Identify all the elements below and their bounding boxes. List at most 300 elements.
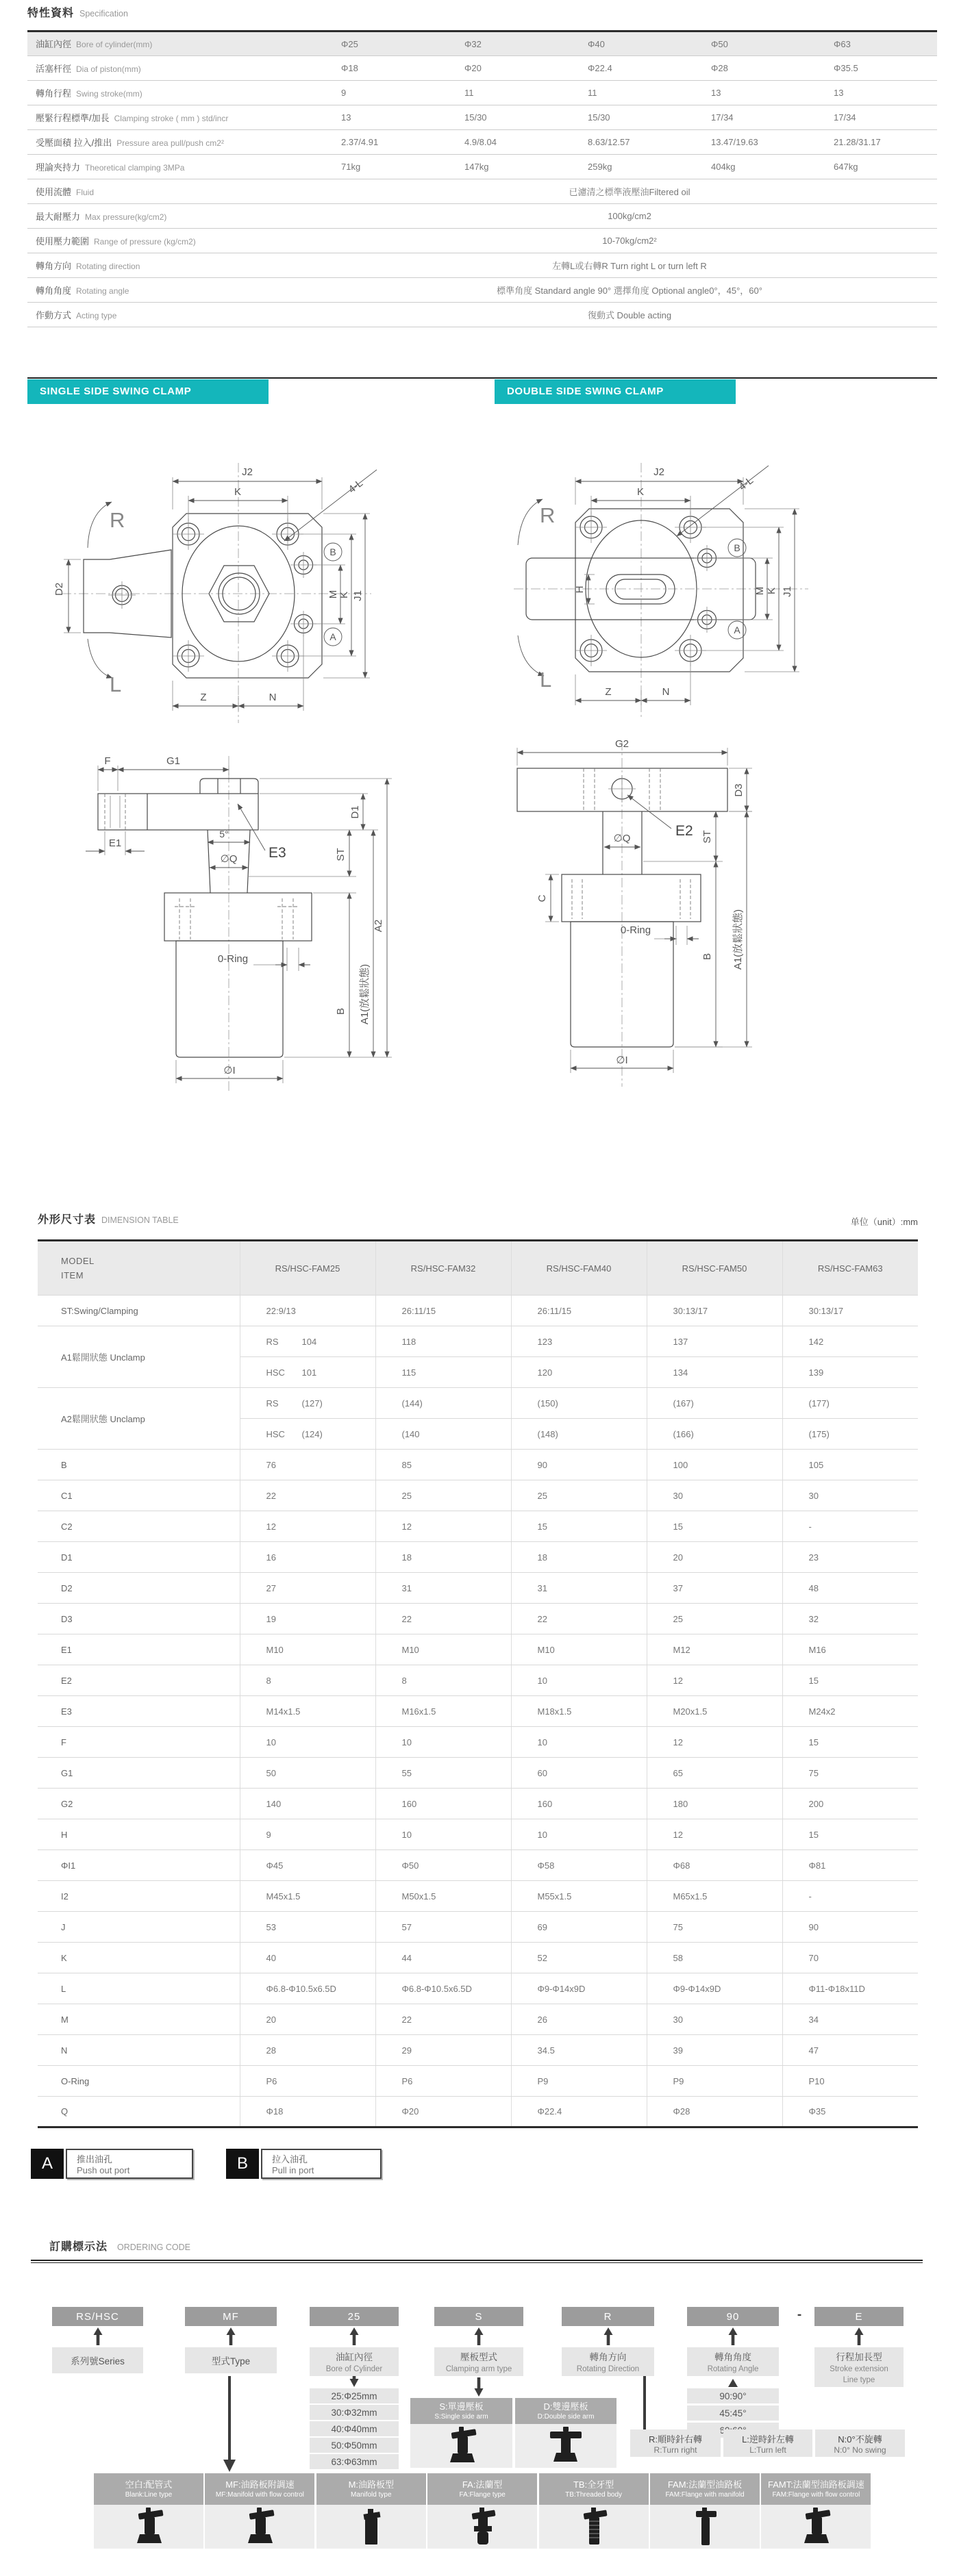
spec-row-label — [27, 303, 322, 327]
up-arrow-icon — [349, 2327, 359, 2345]
dim-value: 200 — [782, 1789, 918, 1819]
product-photo — [542, 2425, 590, 2466]
spec-row — [27, 278, 937, 303]
dim-d2: D2 — [53, 582, 65, 596]
dim-value: 69 — [511, 1912, 647, 1943]
dim-value: (167) — [647, 1388, 782, 1419]
dim-row-label: Q — [38, 2097, 240, 2127]
dim-value: M16x1.5 — [375, 1696, 511, 1727]
spec-label-en: Dia of piston(mm) — [76, 64, 141, 74]
code-dash: - — [797, 2308, 802, 2322]
spec-label-en: Acting type — [76, 310, 117, 320]
product-photo — [438, 2425, 486, 2466]
spec-table — [27, 30, 937, 327]
spec-value: Φ32 — [445, 31, 569, 56]
dim-value: (150) — [511, 1388, 647, 1419]
dim-row-label: ΦI1 — [38, 1850, 240, 1881]
dim-value: 70 — [782, 1943, 918, 1973]
arm-option-header — [515, 2398, 616, 2424]
dim-k-right: K — [338, 591, 350, 599]
spec-label-en: Theoretical clamping 3MPa — [85, 162, 185, 173]
direction-option-en: L:Turn left — [749, 2445, 786, 2455]
spec-label-en: Fluid — [76, 187, 95, 197]
type-card — [205, 2473, 314, 2549]
type-card-en: FAM:Flange with manifold — [665, 2490, 745, 2499]
product-photo — [347, 2506, 395, 2547]
dim-row — [38, 1604, 918, 1634]
type-card — [316, 2473, 426, 2549]
ordering-desc-line: 壓板型式 — [460, 2352, 497, 2362]
ordering-desc-line: 油缸內徑 — [336, 2352, 373, 2362]
type-card-en: Manifold type — [351, 2490, 392, 2499]
type-card-header — [427, 2473, 537, 2505]
spec-row-label — [27, 105, 322, 130]
dim-row — [38, 1727, 918, 1758]
product-photo — [792, 2506, 840, 2547]
dim-row — [38, 1789, 918, 1819]
dim-value: 30 — [647, 1480, 782, 1511]
dim-value: (166) — [647, 1419, 782, 1450]
dim-value: 30 — [782, 1480, 918, 1511]
dim-value: M24x2 — [782, 1696, 918, 1727]
spec-label-zh: 壓緊行程標準/加長 — [36, 112, 110, 123]
dim-value: (175) — [782, 1419, 918, 1450]
port-a-marker: A — [329, 631, 336, 642]
dim-value: (177) — [782, 1388, 918, 1419]
spec-value: Φ22.4 — [569, 56, 692, 81]
dim-value: 22 — [240, 1480, 375, 1511]
nut-outline — [200, 779, 258, 794]
dim-row-label: G1 — [38, 1758, 240, 1789]
rotate-left-label: L — [540, 668, 552, 692]
bore-option: 40:Φ40mm — [310, 2421, 399, 2436]
dim-value: M14x1.5 — [240, 1696, 375, 1727]
spec-title-zh: 特性資料 — [27, 8, 75, 19]
dim-value: Φ22.4 — [511, 2097, 647, 2127]
dim-row-label: G2 — [38, 1789, 240, 1819]
spec-value: Φ50 — [692, 31, 814, 56]
dim-value: 90 — [782, 1912, 918, 1943]
dim-row — [38, 1758, 918, 1789]
dim-j2: J2 — [242, 466, 253, 478]
dim-value: 28 — [240, 2035, 375, 2066]
clamp-arm-outline — [98, 794, 258, 830]
type-card — [539, 2473, 649, 2549]
bore-option: 25:Φ25mm — [310, 2388, 399, 2403]
dim-row-label: K — [38, 1943, 240, 1973]
port-a-letter: A — [31, 2149, 64, 2179]
dim-e3: E3 — [269, 845, 286, 861]
ordering-code-box: R — [562, 2307, 654, 2326]
spec-value: 147kg — [445, 155, 569, 179]
unit-label: 单位（unit）:mm — [850, 1217, 918, 1227]
arm-option-photo — [515, 2424, 616, 2468]
ordering-desc-line: Rotating Direction — [576, 2365, 640, 2373]
dim-value: 12 — [240, 1511, 375, 1542]
dim-value: 76 — [240, 1450, 375, 1480]
dim-value: Φ9-Φ14x9D — [511, 1973, 647, 2004]
ordering-code-box: E — [814, 2307, 904, 2326]
dim-value: Φ9-Φ14x9D — [647, 1973, 782, 2004]
dim-row-label: M — [38, 2004, 240, 2035]
dim-m: M — [327, 590, 339, 599]
dim-value: RS 104 — [240, 1326, 375, 1357]
spec-value: 13.47/19.63 — [692, 130, 814, 155]
single-side-side-view-drawing — [27, 727, 480, 1169]
dim-value: 142 — [782, 1326, 918, 1357]
spec-label-zh: 油缸內徑 — [36, 39, 72, 49]
dim-value: 139 — [782, 1357, 918, 1388]
dim-row — [38, 1881, 918, 1912]
dim-row — [38, 2097, 918, 2127]
dim-value: 10 — [240, 1727, 375, 1758]
dim-row — [38, 1634, 918, 1665]
spec-value: Φ20 — [445, 56, 569, 81]
dim-value: M55x1.5 — [511, 1881, 647, 1912]
dim-row — [38, 1665, 918, 1696]
spec-value: 10-70kg/cm2² — [322, 229, 937, 253]
dim-value: M10 — [511, 1634, 647, 1665]
dim-row-label: L — [38, 1973, 240, 2004]
dim-value: 15 — [511, 1511, 647, 1542]
type-card-zh: FAM:法蘭型油路板 — [667, 2479, 743, 2490]
spec-row-label — [27, 253, 322, 278]
port-b-legend — [226, 2149, 382, 2179]
dim-value: HSC 101 — [240, 1357, 375, 1388]
product-photo — [681, 2506, 729, 2547]
angle-option: 45:45° — [687, 2405, 779, 2421]
dim-k-right: K — [766, 587, 777, 595]
spec-value: 9 — [322, 81, 445, 105]
double-side-top-view-drawing — [507, 423, 945, 731]
arm-option-en: D:Double side arm — [537, 2412, 595, 2421]
single-side-top-view-drawing — [41, 423, 480, 731]
dim-value: 34 — [782, 2004, 918, 2035]
direction-option-en: R:Turn right — [653, 2445, 697, 2455]
dim-m: M — [754, 586, 766, 596]
dim-value: 10 — [511, 1727, 647, 1758]
dim-value: 90 — [511, 1450, 647, 1480]
dim-value: 10 — [511, 1819, 647, 1850]
dim-j1: J1 — [352, 590, 364, 601]
spec-row — [27, 179, 937, 204]
spec-row — [27, 204, 937, 229]
spec-section-title — [27, 4, 128, 20]
dim-i: ∅I — [616, 1055, 628, 1066]
ordering-code-box: 25 — [310, 2307, 399, 2326]
spec-table-body — [27, 31, 937, 327]
dim-g2: G2 — [614, 738, 630, 750]
spec-row — [27, 31, 937, 56]
dim-value: 100 — [647, 1450, 782, 1480]
dim-value: 30:13/17 — [782, 1296, 918, 1326]
ordering-desc-line: Bore of Cylinder — [325, 2365, 383, 2373]
spec-value: 100kg/cm2 — [322, 204, 937, 229]
dim-value: M18x1.5 — [511, 1696, 647, 1727]
banner-single-side-swing-clamp: SINGLE SIDE SWING CLAMP — [27, 379, 269, 404]
type-card-zh: FAMT:法蘭型油路板調速 — [767, 2479, 864, 2490]
spec-row — [27, 56, 937, 81]
dim-row-label: H — [38, 1819, 240, 1850]
spec-value: 左轉L或右轉R Turn right L or turn left R — [322, 253, 937, 278]
dim-value: 30 — [647, 2004, 782, 2035]
direction-option-en: N:0° No swing — [834, 2445, 886, 2455]
dim-value: 27 — [240, 1573, 375, 1604]
dim-value: 15 — [782, 1819, 918, 1850]
dim-row — [38, 1388, 918, 1419]
dim-f: F — [104, 755, 111, 767]
oring-label: 0-Ring — [217, 953, 249, 965]
dim-title-zh: 外形尺寸表 — [38, 1214, 97, 1226]
spec-row-label — [27, 31, 322, 56]
dim-z: Z — [605, 686, 612, 698]
spec-label-zh: 受壓面積 拉入/推出 — [36, 137, 112, 148]
spec-row — [27, 130, 937, 155]
dim-value: 20 — [647, 1542, 782, 1573]
dim-value: 26 — [511, 2004, 647, 2035]
dim-row — [38, 1326, 918, 1357]
spec-row — [27, 81, 937, 105]
up-arrow-icon — [728, 2327, 738, 2345]
spec-label-zh: 轉角角度 — [36, 285, 72, 296]
direction-option-zh: L:逆時針左轉 — [742, 2434, 794, 2445]
dimension-table — [38, 1239, 918, 2128]
arm-option-header — [410, 2398, 512, 2424]
dim-row — [38, 1480, 918, 1511]
type-card-zh: 空白:配管式 — [125, 2479, 173, 2490]
arm-option-en: S:Single side arm — [434, 2412, 488, 2421]
dim-row-label: E1 — [38, 1634, 240, 1665]
dim-value: 26:11/15 — [375, 1296, 511, 1326]
dim-d1: D1 — [349, 805, 361, 819]
dim-row — [38, 1542, 918, 1573]
angle-option: 90:90° — [687, 2388, 779, 2403]
direction-option — [815, 2429, 905, 2457]
spec-label-en: Rotating angle — [76, 286, 129, 296]
spec-value: Φ63 — [814, 31, 937, 56]
dim-b: B — [701, 952, 713, 961]
type-card-photo — [316, 2505, 426, 2549]
bore-option: 30:Φ32mm — [310, 2405, 399, 2420]
dim-value: 105 — [782, 1450, 918, 1480]
dim-row-label: ST:Swing/Clamping — [38, 1296, 240, 1326]
dim-value: 55 — [375, 1758, 511, 1789]
port-a-legend — [31, 2149, 193, 2179]
dim-value: 12 — [647, 1665, 782, 1696]
dim-e1: E1 — [108, 837, 122, 849]
spec-value: 8.63/12.57 — [569, 130, 692, 155]
spec-value: 13 — [692, 81, 814, 105]
dim-value: 12 — [647, 1819, 782, 1850]
dim-value: 140 — [240, 1789, 375, 1819]
spec-value: 21.28/31.17 — [814, 130, 937, 155]
dim-value: P9 — [647, 2066, 782, 2097]
bore-option: 50:Φ50mm — [310, 2438, 399, 2453]
dim-a1: A1(放鬆狀態) — [732, 909, 744, 970]
dim-row-label: C2 — [38, 1511, 240, 1542]
dim-value: P10 — [782, 2066, 918, 2097]
type-card-photo — [427, 2505, 537, 2549]
model-header: RS/HSC-FAM32 — [375, 1241, 511, 1296]
dim-sub-label: HSC — [266, 1367, 285, 1378]
dim-value: 34.5 — [511, 2035, 647, 2066]
product-photo — [570, 2506, 618, 2547]
dim-value: M10 — [240, 1634, 375, 1665]
dim-value: 47 — [782, 2035, 918, 2066]
dim-value: 15 — [782, 1727, 918, 1758]
dim-value: 118 — [375, 1326, 511, 1357]
dim-k: K — [234, 486, 242, 498]
dim-g1: G1 — [166, 755, 181, 767]
ordering-desc-line: Clamping arm type — [445, 2365, 512, 2373]
dim-value: 25 — [511, 1480, 647, 1511]
type-card-photo — [205, 2505, 314, 2549]
product-photo — [458, 2506, 506, 2547]
spec-value: Φ18 — [322, 56, 445, 81]
up-arrow-icon — [603, 2327, 613, 2345]
spec-value: 11 — [569, 81, 692, 105]
spec-value: 已濾清之標準液壓油Filtered oil — [322, 179, 937, 204]
type-card-header — [761, 2473, 871, 2505]
dim-row-label: D1 — [38, 1542, 240, 1573]
dim-c: C — [536, 894, 548, 902]
ordering-divider — [31, 2260, 923, 2263]
ordering-desc-line: 系列號Series — [71, 2356, 125, 2366]
ordering-code-title — [49, 2238, 190, 2253]
spec-label-en: Max pressure(kg/cm2) — [85, 212, 167, 222]
dim-d3: D3 — [733, 783, 745, 797]
dim-value: 23 — [782, 1542, 918, 1573]
dim-value: Φ28 — [647, 2097, 782, 2127]
dim-title-en: DIMENSION TABLE — [101, 1215, 179, 1225]
dim-row-label: E2 — [38, 1665, 240, 1696]
dim-row-label: F — [38, 1727, 240, 1758]
dim-value: M10 — [375, 1634, 511, 1665]
dim-value: 75 — [782, 1758, 918, 1789]
dim-value: Φ6.8-Φ10.5x6.5D — [240, 1973, 375, 2004]
dim-row — [38, 1819, 918, 1850]
spec-label-zh: 最大耐壓力 — [36, 211, 81, 222]
connector-line — [643, 2376, 646, 2429]
type-card-en: Blank:Line type — [125, 2490, 173, 2499]
arm-option-photo — [410, 2424, 512, 2468]
dim-value: 18 — [375, 1542, 511, 1573]
dim-value: 22 — [511, 1604, 647, 1634]
dim-value: 15 — [647, 1511, 782, 1542]
dim-value: 57 — [375, 1912, 511, 1943]
ordering-desc-line: Line type — [843, 2376, 875, 2384]
dim-value: Φ50 — [375, 1850, 511, 1881]
type-card-photo — [94, 2505, 203, 2549]
dim-value: 22 — [375, 2004, 511, 2035]
spec-value: 17/34 — [814, 105, 937, 130]
ordering-desc-line: 行程加長型 — [836, 2352, 882, 2362]
spec-value: 17/34 — [692, 105, 814, 130]
dim-value: Φ68 — [647, 1850, 782, 1881]
type-card-photo — [650, 2505, 760, 2549]
dim-value: Φ45 — [240, 1850, 375, 1881]
dim-row — [38, 1296, 918, 1326]
dim-row-label: D3 — [38, 1604, 240, 1634]
spec-label-zh: 作動方式 — [36, 310, 72, 320]
port-b-label: 拉入油孔 Pull in port — [261, 2149, 382, 2179]
dim-value: 39 — [647, 2035, 782, 2066]
dim-row — [38, 2035, 918, 2066]
dim-i: ∅I — [223, 1065, 236, 1076]
dim-row-label: E3 — [38, 1696, 240, 1727]
dim-row — [38, 1850, 918, 1881]
dim-sub-label: RS — [266, 1398, 279, 1409]
dim-value: 44 — [375, 1943, 511, 1973]
spec-row — [27, 155, 937, 179]
spec-row-label — [27, 204, 322, 229]
dim-value: Φ58 — [511, 1850, 647, 1881]
dim-value: 37 — [647, 1573, 782, 1604]
dim-row-label: J — [38, 1912, 240, 1943]
type-card-zh: TB:全牙型 — [573, 2479, 614, 2490]
ordering-desc-line: 轉角方向 — [589, 2352, 627, 2362]
dim-j2: J2 — [653, 466, 664, 478]
banner-double-side-swing-clamp: DOUBLE SIDE SWING CLAMP — [495, 379, 736, 404]
dim-value: 9 — [240, 1819, 375, 1850]
dim-value: P9 — [511, 2066, 647, 2097]
dim-value: 12 — [647, 1727, 782, 1758]
type-card-header — [94, 2473, 203, 2505]
spec-value: Φ40 — [569, 31, 692, 56]
spec-row-label — [27, 179, 322, 204]
dim-value: (144) — [375, 1388, 511, 1419]
dim-row-label: A1鬆開狀態 Unclamp — [38, 1326, 240, 1388]
type-card-photo — [539, 2505, 649, 2549]
ordering-desc-line: 型式Type — [211, 2356, 251, 2366]
ordering-code-box: S — [434, 2307, 523, 2326]
dim-4l: 4-L — [346, 477, 366, 496]
dim-value: 25 — [647, 1604, 782, 1634]
dim-value: 15 — [782, 1665, 918, 1696]
dim-value: 10 — [375, 1727, 511, 1758]
dim-value: 8 — [240, 1665, 375, 1696]
dim-st: ST — [701, 830, 713, 844]
ordering-desc-box — [562, 2347, 654, 2376]
dim-value: 22:9/13 — [240, 1296, 375, 1326]
ordering-desc-box — [310, 2347, 399, 2376]
down-arrowhead-icon — [223, 2460, 236, 2472]
type-card — [94, 2473, 203, 2549]
direction-option-zh: R:順時針右轉 — [648, 2434, 702, 2445]
dim-a2: A2 — [373, 919, 384, 933]
arm-option-zh: S:單邊壓板 — [439, 2401, 484, 2412]
rotate-right-label: R — [110, 508, 125, 532]
dim-row-label: N — [38, 2035, 240, 2066]
dim-q: ∅Q — [220, 853, 238, 865]
direction-option — [630, 2429, 721, 2457]
up-arrow-icon — [474, 2327, 484, 2345]
spec-value: 4.9/8.04 — [445, 130, 569, 155]
dim-value: - — [782, 1881, 918, 1912]
dim-value: M16 — [782, 1634, 918, 1665]
dim-value: - — [782, 1511, 918, 1542]
dim-value: M65x1.5 — [647, 1881, 782, 1912]
port-a-marker: A — [734, 624, 740, 635]
dim-n: N — [662, 686, 670, 698]
spec-label-en: Swing stroke(mm) — [76, 88, 142, 99]
port-b-marker: B — [329, 546, 336, 557]
dim-value: (140 — [375, 1419, 511, 1450]
spec-value: 13 — [322, 105, 445, 130]
dim-value: Φ35 — [782, 2097, 918, 2127]
flange-outline — [164, 893, 312, 941]
dim-row-label: A2鬆開狀態 Unclamp — [38, 1388, 240, 1450]
